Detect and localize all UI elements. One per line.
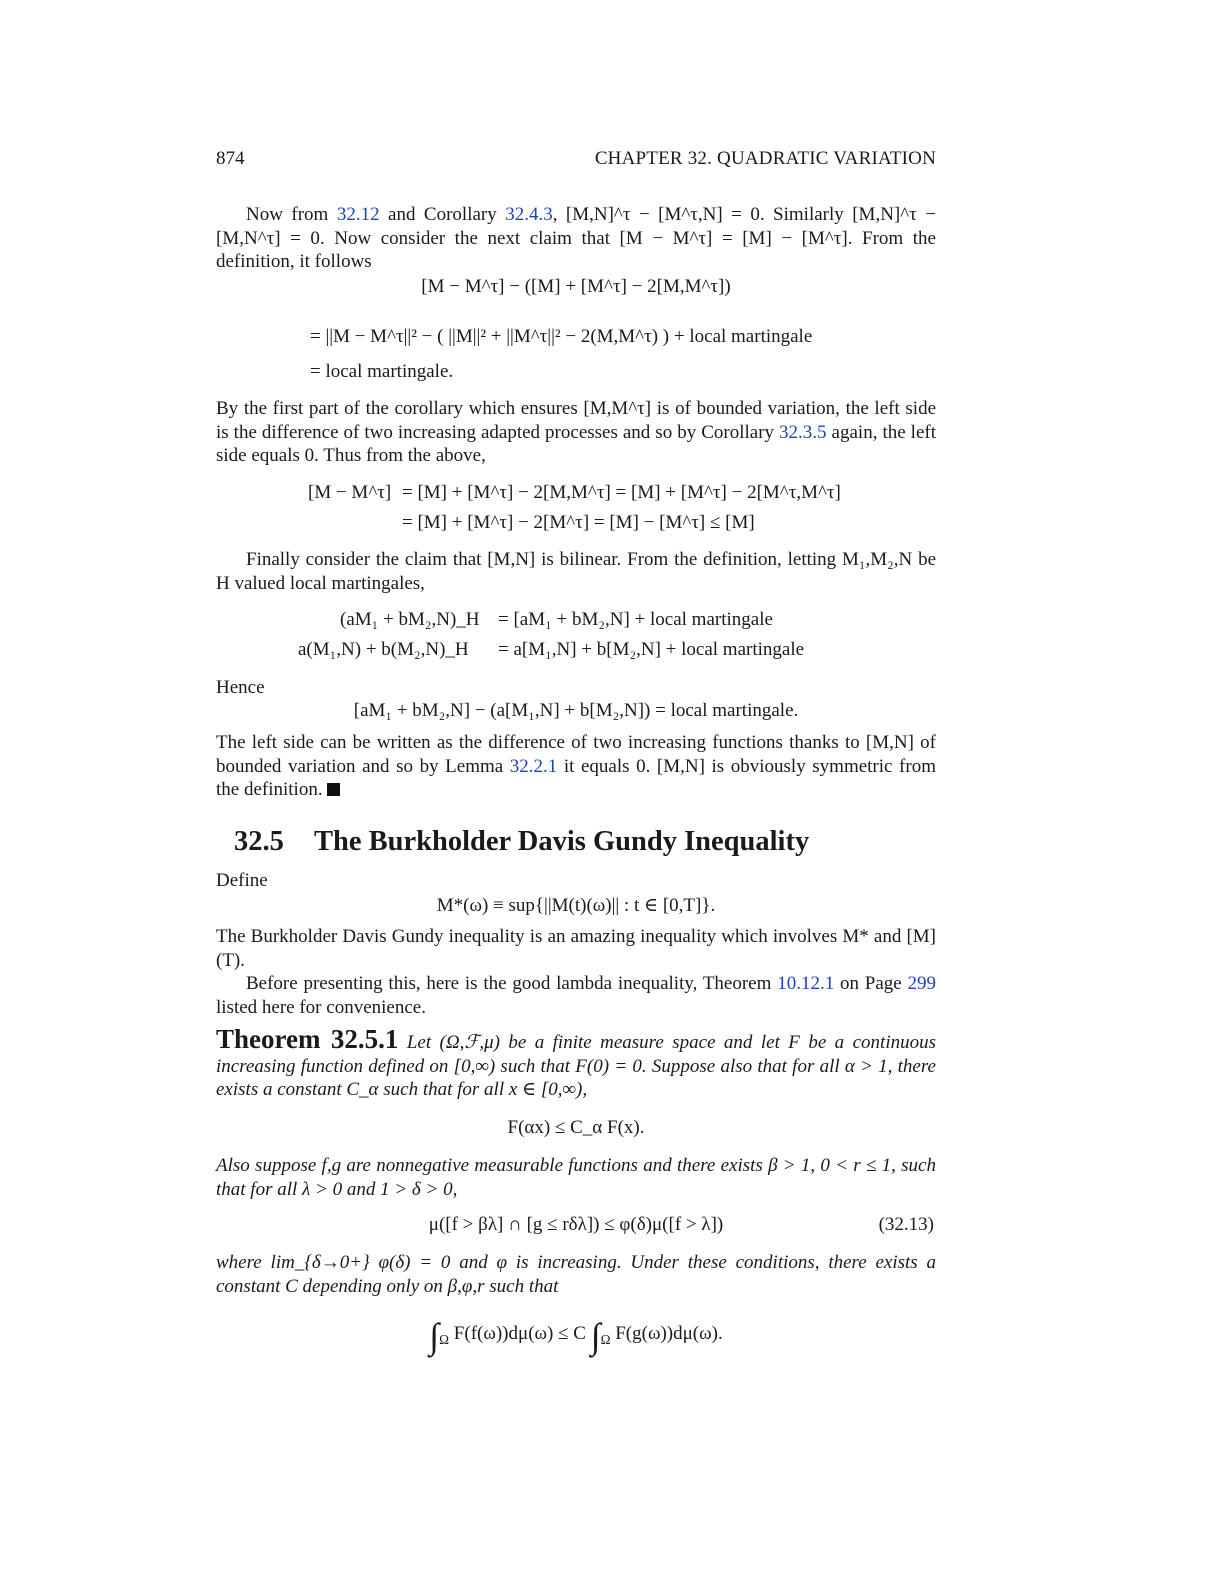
equation-line: [aM₁ + bM₂,N] − (a[M₁,N] + b[M₂,N]) = local martingale.: [353, 700, 799, 721]
page-link[interactable]: 299: [907, 973, 936, 994]
paragraph-6: Before presenting this, here is the good lambda inequality, Theorem 10.12.1 on Page 299 listed here for convenience.: [216, 973, 936, 1018]
equation-line: = a[M₁,N] + b[M₂,N] + local martingale: [498, 639, 805, 660]
equation-line: = [aM₁ + bM₂,N] + local martingale: [498, 609, 773, 630]
equation-lhs: [M − M^τ]: [308, 482, 392, 503]
equation-line: M*(ω) ≡ sup{||M(t)(ω)|| : t ∈ [0,T]}.: [436, 895, 716, 916]
section-title: The Burkholder Davis Gundy Inequality: [314, 826, 810, 857]
equation-line: = ||M − M^τ||² − ( ||M||² + ||M^τ||² − 2(M,M^τ) ) + local martingale: [310, 326, 813, 347]
integral-inequality: $\int_\Omega$ F(f(ω))dμ(ω) ≤ C $\int_\Omega$ F(g(ω))dμ(ω).: [429, 1316, 723, 1356]
theorem-hypothesis: Also suppose f,g are nonnegative measurable functions and there exists β > 1, 0 < r ≤ 1, such that for all λ > 0 and 1 > δ > 0,: [216, 1155, 936, 1200]
equation-number: (32.13): [878, 1214, 934, 1235]
paragraph-5: The Burkholder Davis Gundy inequality is an amazing inequality which involves M* and [M](T).: [216, 926, 936, 971]
equation-link[interactable]: 32.12: [336, 204, 380, 225]
equation-line: = [M] + [M^τ] − 2[M^τ] = [M] − [M^τ] ≤ [M]: [402, 512, 755, 533]
theorem-statement: Theorem 32.5.1 Let (Ω,ℱ,μ) be a finite measure space and let F be a continuous increasing function defined on [0,∞) such that F(0) = 0. Suppose also that for all α > 1, there exists a constant C_α such that for all x ∈ [0,∞),: [216, 1024, 936, 1100]
equation-line: = local martingale.: [310, 361, 454, 382]
qed-square-icon: [327, 783, 340, 796]
theorem-label: Theorem 32.5.1: [216, 1024, 399, 1054]
equation-line: F(αx) ≤ C_α F(x).: [507, 1117, 645, 1138]
integral-domain: Ω: [439, 1331, 450, 1347]
theorem-link[interactable]: 10.12.1: [777, 973, 835, 994]
paragraph-1: Now from 32.12 and Corollary 32.4.3, [M,N]^τ − [M^τ,N] = 0. Similarly [M,N]^τ − [M,N^τ] = 0. Now consider the next claim that [M − M^τ] = [M] − [M^τ]. From the definition, it follows: [216, 204, 936, 272]
theorem-conclusion: where lim_{δ→0+} φ(δ) = 0 and φ is increasing. Under these conditions, there exists a constant C depending only on β,φ,r such that: [216, 1252, 936, 1297]
equation-line: = [M] + [M^τ] − 2[M,M^τ] = [M] + [M^τ] − 2[M^τ,M^τ]: [402, 482, 841, 503]
equation-line: [M − M^τ] − ([M] + [M^τ] − 2[M,M^τ]): [421, 276, 731, 297]
section-number: 32.5: [234, 826, 284, 857]
paragraph-2: By the first part of the corollary which ensures [M,M^τ] is of bounded variation, the left side is the difference of two increasing adapted processes and so by Corollary 32.3.5 again, the left side equals 0. Thus from the above,: [216, 398, 936, 466]
paragraph-3: Finally consider the claim that [M,N] is bilinear. From the definition, letting M₁,M₂,N be H valued local martingales,: [216, 549, 936, 594]
corollary-link[interactable]: 32.3.5: [779, 421, 827, 443]
corollary-link[interactable]: 32.4.3: [505, 204, 553, 225]
equation-lhs: (aM₁ + bM₂,N)_H: [340, 609, 480, 630]
equation-lhs: a(M₁,N) + b(M₂,N)_H: [298, 639, 469, 660]
integral-domain: Ω: [600, 1331, 611, 1347]
lemma-link[interactable]: 32.2.1: [509, 755, 558, 777]
integral-sign-icon: ∫: [429, 1316, 440, 1356]
section-heading: [234, 826, 809, 858]
equation-line: μ([f > βλ] ∩ [g ≤ rδλ]) ≤ φ(δ)μ([f > λ]): [428, 1214, 724, 1235]
hence-label: Hence: [216, 677, 265, 698]
paragraph-4: The left side can be written as the difference of two increasing functions thanks to [M,N] of bounded variation and so by Lemma 32.2.1 it equals 0. [M,N] is obviously symmetric from the definition.: [216, 732, 936, 800]
integral-sign-icon: ∫: [590, 1316, 601, 1356]
page-number: 874: [216, 148, 245, 169]
define-label: Define: [216, 870, 268, 891]
page-header: [216, 148, 936, 174]
running-title: CHAPTER 32. QUADRATIC VARIATION: [594, 148, 936, 169]
